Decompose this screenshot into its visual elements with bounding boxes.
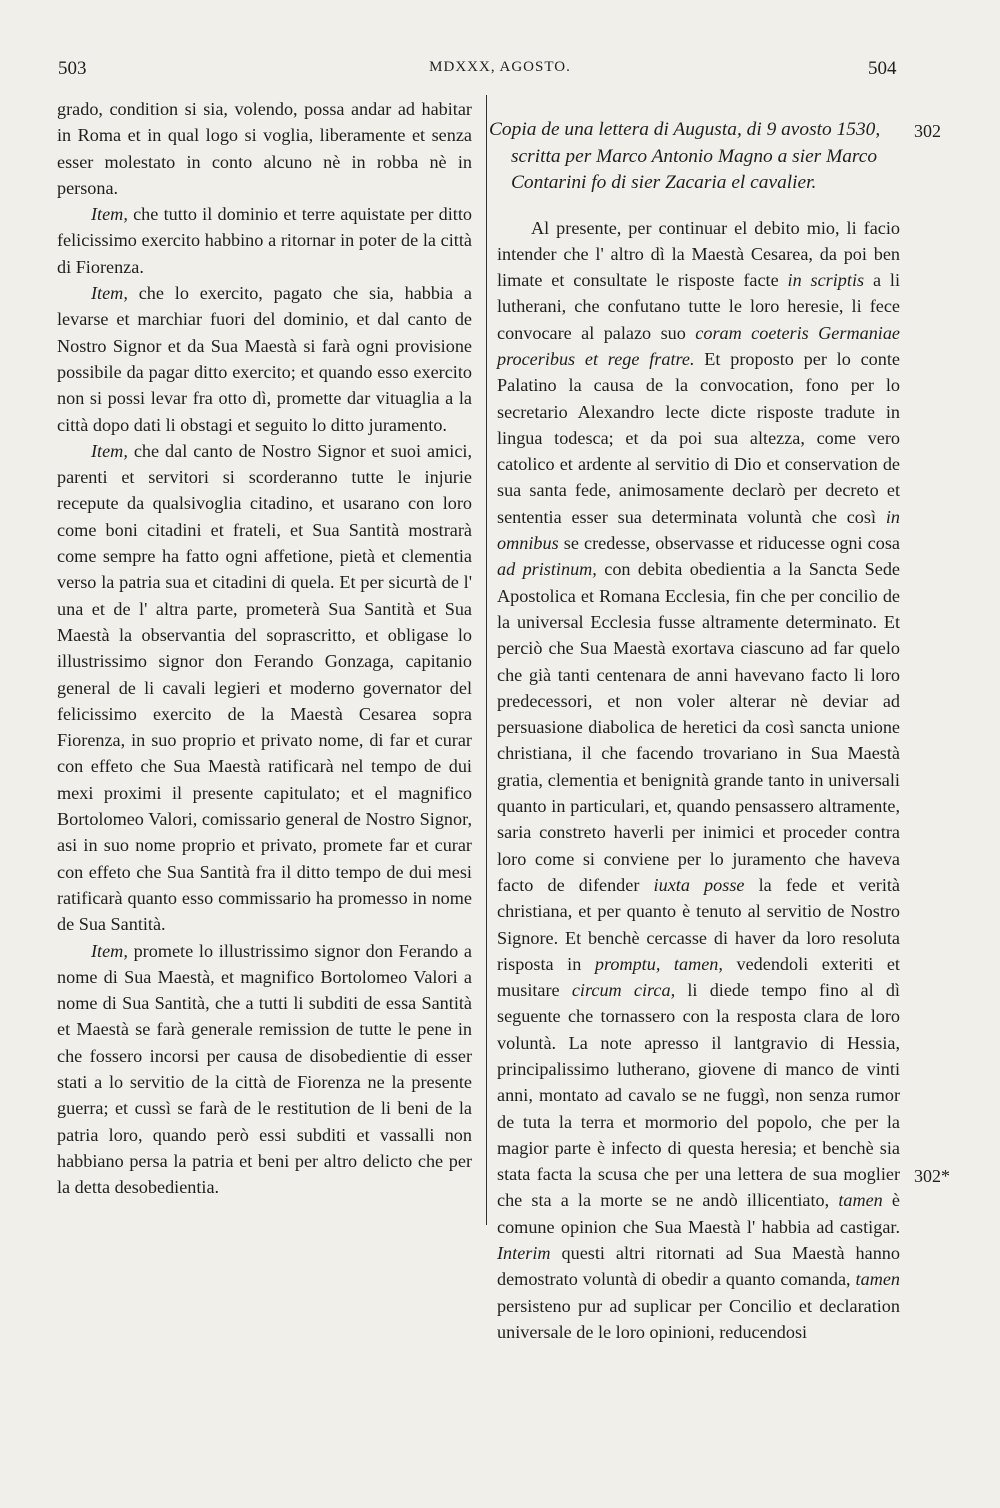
paragraph: [57, 438, 472, 938]
text-run: è comune opinion che Sua Maestà l' habbia ad castigar.: [497, 1190, 900, 1237]
text-run: la fede et verità christiana, et per quanto è tenuto al servitio de Nostro Signore. Et benchè cercasse di haver da loro resoluta risposta in: [497, 874, 901, 974]
text-run: li diede tempo fino al dì seguente che tornassero con la resposta clara de loro voluntà. La note apresso il lantgravio di Hessia, principalissimo lutherano, giovene di manco de vinti anni, montato ad cavalo se ne fuggì, non senza rumor de tuta la terra et mormorio del popolo, che per la magior parte è infecto di questa heresia; et benchè sia stata facta la scusa che per una lettera de sua moglier che sta a la morte se ne andò illicentiato,: [497, 980, 900, 1211]
latin-phrase: iuxta posse: [653, 874, 745, 895]
paragraph-text: che tutto il dominio et terre aquistate per ditto felicissimo exercito habbino a ritornar in poter de la città di Fiorenza.: [57, 204, 472, 277]
page-number-left: 503: [58, 58, 87, 79]
right-column: [489, 117, 901, 1345]
latin-phrase: in omnibus: [497, 506, 900, 554]
paragraph-text: promete lo illustrissimo signor don Ferando a nome di Sua Maestà, et magnifico Bortolomeo Valori a nome di Sua Santità, che a tutti li subditi de essa Santità et Maestà se farà generale remission de tutte le pene in che fossero incorsi per causa de disobedientie di esser stati a lo servitio de la città de Fiorenza ne la presente guerra; et cussì se farà de le restitution de li beni de la patria loro, quando però essi subditi et vassalli non habbiano persa la patria et beni per altro delicto che per la detta desobedientia.: [57, 940, 472, 1198]
page-number-right: 504: [868, 58, 897, 79]
text-run: a li lutherani, che confutano tutte le loro heresie, li fece convocare al palazo suo: [497, 270, 900, 343]
letter-heading: Copia de una lettera di Augusta, di 9 avosto 1530, scritta per Marco Antonio Magno a sier Marco Contarini fo di sier Zacaria el cavalier.: [489, 119, 881, 193]
latin-phrase: tamen: [838, 1190, 883, 1211]
margin-reference-top: 302: [914, 121, 941, 141]
text-run: vedendoli exteriti et musitare: [497, 953, 900, 1001]
latin-phrase: Interim: [497, 1243, 551, 1264]
latin-phrase: in scriptis: [787, 270, 865, 291]
text-run: Al presente, per continuar el debito mio, li facio intender che l' altro dì la Maestà Cesarea, da poi ben limate et consultate le risposte facte: [497, 217, 900, 291]
latin-phrase: tamen: [855, 1269, 900, 1290]
text-run: con debita obedientia a la Sancta Sede Apostolica et Romana Ecclesia, fin che per concilio de la universal Ecclesia fusse altramente determinato. Et perciò che Sua Maestà exortava ciascuno ad far quelo che già tanti centenara de anni havevano facto li loro predecessori, et non voler alterar nè deviar ad persuasione diabolica de heretici da così sancta unione christiana, il che facendo trovariano in Sua Maestà gratia, clementia et benignità grande tanto in universali quanto in particulari, et, quando pensassero altramente, saria constreto haverli per inimici et proceder contra loro come si conviene per lo juramento che haveva facto de difender: [497, 559, 901, 895]
paragraph: [57, 201, 472, 280]
running-head: [0, 58, 1000, 82]
latin-phrase: ad pristinum,: [497, 559, 597, 580]
text-run: Et proposto per lo conte Palatino la causa de la convocation, fono per lo secretario Alexandro lecte dicte risposte tradute in lingua todesca; et da poi sua altezza, come vero catolico et ardente al servitio di Dio et conservation de sua santa fede, animosamente declarò per decreto et sententia esser sua determinata voluntà che così: [497, 348, 900, 527]
paragraph-text: che dal canto de Nostro Signor et suoi amici, parenti et servitori si scorderanno tutte le injurie recepute da qualsivoglia citadino, et usarano con loro come boni citadini et frateli, et Sua Santità mostrarà come sempre ha fatto ogni affetione, pietà et clementia verso la patria sua et citadini di quela. Et per sicurtà de l' una et de l' altra parte, prometerà Sua Santità et Sua Maestà la observantia del soprascritto, et obligase lo illustrissimo signor don Ferando Gonzaga, capitanio general de li cavali legieri et moderno governator del felicissimo exercito de la Maestà Cesarea sopra Fiorenza, in suo proprio et privato nome, di far et curar con effeto che Sua Maestà ratificarà nel tempo de dui mexi proximi il presente capitulato; et el magnifico Bortolomeo Valori, comissario general de Nostro Signor, asi in suo nome proprio et privato, promete far et curar con effeto che Sua Santità fra il ditto tempo de dui mesi ratificarà quanto esso commissario ha promesso in nome de Sua Santità.: [57, 440, 472, 935]
paragraph: [57, 280, 472, 438]
paragraph: [497, 215, 900, 1346]
latin-phrase: circum circa,: [571, 980, 676, 1001]
item-label: Item,: [91, 440, 128, 461]
item-label: Item,: [91, 283, 128, 304]
left-column: [57, 96, 472, 1200]
item-label: Item,: [91, 204, 128, 225]
running-title: MDXXX, AGOSTO.: [429, 59, 571, 75]
text-run: questi altri ritornati ad Sua Maestà hanno demostrato voluntà di obedir a quanto comanda,: [497, 1243, 900, 1290]
text-run: se credesse, observasse et riducesse ogni cosa: [558, 533, 900, 554]
latin-phrase: coram coeteris Germaniae proceribus et rege fratre.: [497, 322, 901, 369]
paragraph: grado, condition si sia, volendo, possa andar ad habitar in Roma et in qual logo si voglia, liberamente et senza esser molestato in conto alcuno nè in robba nè in persona.: [57, 99, 472, 198]
paragraph: [57, 938, 472, 1201]
paragraph-text: che lo exercito, pagato che sia, habbia a levarse et marchiar fuori del dominio, et dal canto de Nostro Signor et da Sua Maestà si farà ogni provisione possibile da pagar ditto exercito; et quando esso exercito non si possi levar fra otto dì, promette dar vituaglia a la città dopo dati li obstagi et seguito lo ditto juramento.: [57, 283, 472, 435]
column-divider: [486, 95, 487, 1225]
margin-reference-bottom: 302*: [914, 1166, 950, 1186]
text-run: persisteno pur ad suplicar per Concilio et declaration universale de le loro opinioni, reducendosi: [497, 1295, 900, 1342]
item-label: Item,: [91, 940, 128, 961]
latin-phrase: promptu, tamen,: [594, 953, 723, 974]
